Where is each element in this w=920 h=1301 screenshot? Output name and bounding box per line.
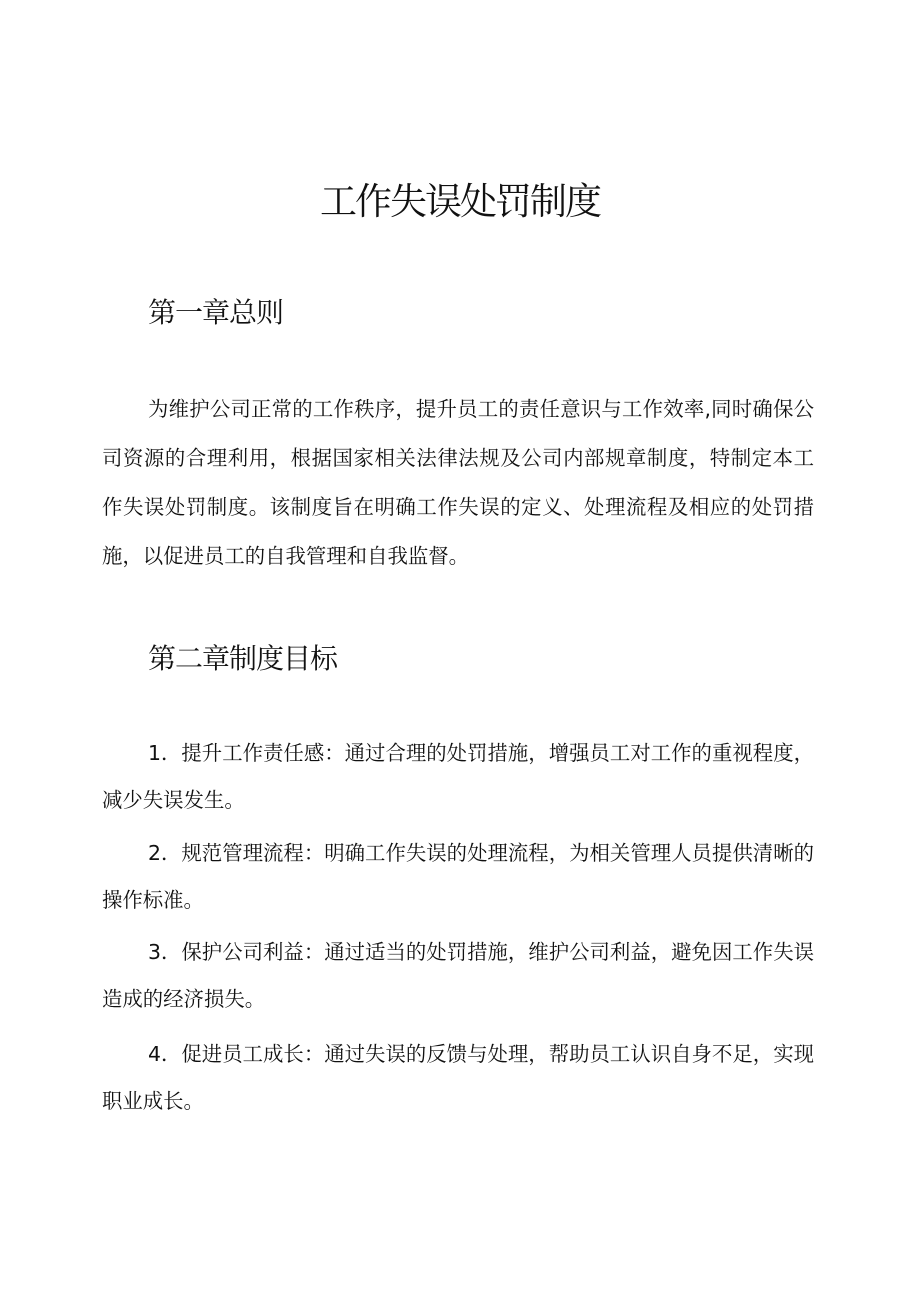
document-title: 工作失误处罚制度 — [320, 180, 600, 223]
chapter-1-paragraph: 为维护公司正常的工作秩序，提升员工的责任意识与工作效率,同时确保公司资源的合理利用，根据国家相关法律法规及公司内部规章制度，特制定本工作失误处罚制度。该制度旨在明确工作失误的定义、处理流程及相应的处罚措施，以促进员工的自我管理和自我监督。 — [102, 397, 814, 568]
goal-item-3: 3．保护公司利益：通过适当的处罚措施，维护公司利益，避免因工作失误造成的经济损失。 — [102, 940, 814, 1011]
goal-item-1: 1．提升工作责任感：通过合理的处罚措施，增强员工对工作的重视程度，减少失误发生。 — [102, 741, 814, 812]
goal-item-4: 4．促进员工成长：通过失误的反馈与处理，帮助员工认识自身不足，实现职业成长。 — [102, 1042, 814, 1113]
chapter-1-heading: 第一章总则 — [148, 296, 284, 329]
goal-item-2: 2．规范管理流程：明确工作失误的处理流程，为相关管理人员提供清晰的操作标准。 — [102, 841, 814, 912]
chapter-2-heading: 第二章制度目标 — [148, 642, 338, 675]
